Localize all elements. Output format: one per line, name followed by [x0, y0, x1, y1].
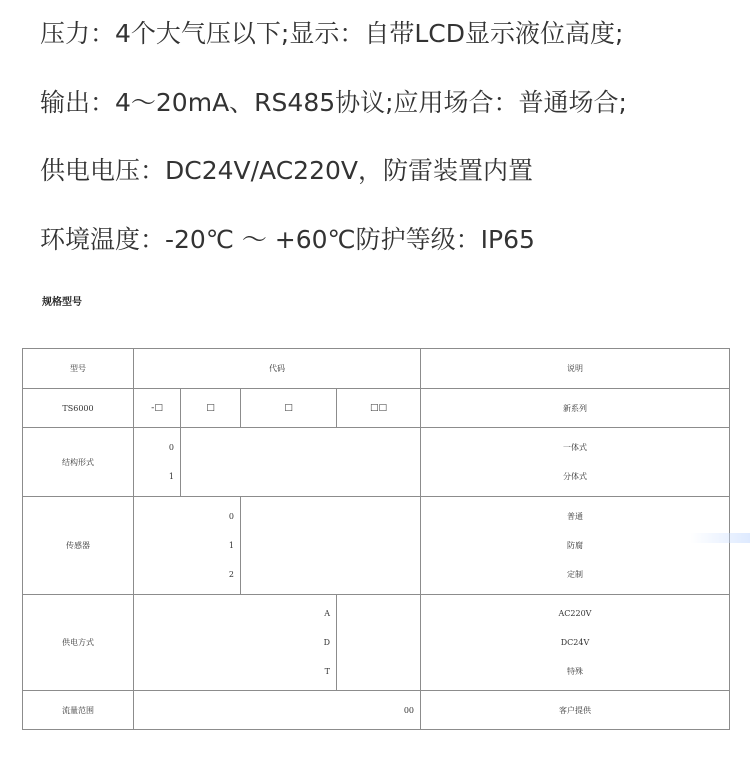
spec-line-power-supply: 供电电压：DC24V/AC220V，防雷装置内置 [40, 156, 533, 185]
code-box-4: □□ [337, 389, 421, 428]
sensor-descs [421, 497, 730, 595]
structure-code: 0 [168, 443, 174, 452]
sensor-desc: 定制 [567, 570, 583, 579]
sensor-desc: 防腐 [567, 541, 583, 550]
range-label: 流量范围 [23, 691, 134, 730]
spec-line-environment: 环境温度：-20℃ ～ +60℃防护等级：IP65 [40, 225, 535, 254]
power-blank [337, 595, 421, 691]
power-code: A [324, 609, 330, 618]
table-row-sensor [23, 497, 730, 595]
range-desc: 客户提供 [421, 691, 730, 730]
power-desc: AC220V [558, 609, 592, 618]
structure-desc: 分体式 [563, 472, 587, 481]
structure-label: 结构形式 [23, 428, 134, 497]
model-cell: TS6000 [23, 389, 134, 428]
code-box-2: □ [181, 389, 241, 428]
table-row-model [23, 389, 730, 428]
code-box-3: □ [241, 389, 337, 428]
header-code: 代码 [134, 349, 421, 389]
spec-line-pressure: 压力：4个大气压以下;显示：自带LCD显示液位高度; [40, 19, 624, 48]
sensor-code: 1 [228, 541, 234, 550]
spec-line-output: 输出：4～20mA、RS485协议;应用场合：普通场合; [40, 88, 627, 117]
range-code: 00 [134, 691, 421, 730]
power-label: 供电方式 [23, 595, 134, 691]
sensor-code: 2 [228, 570, 234, 579]
edge-glow [690, 533, 750, 543]
model-desc: 新系列 [421, 389, 730, 428]
table-row-power [23, 595, 730, 691]
structure-code: 1 [168, 472, 174, 481]
power-code: T [324, 667, 330, 676]
header-desc: 说明 [421, 349, 730, 389]
sensor-blank [241, 497, 421, 595]
structure-desc: 一体式 [563, 443, 587, 452]
sensor-codes [134, 497, 241, 595]
structure-codes [134, 428, 181, 497]
sensor-code: 0 [228, 512, 234, 521]
table-row-range [23, 691, 730, 730]
power-desc: DC24V [560, 638, 590, 647]
table-header-row [23, 349, 730, 389]
power-codes [134, 595, 337, 691]
structure-descs [421, 428, 730, 497]
power-descs [421, 595, 730, 691]
table-row-structure [23, 428, 730, 497]
power-desc: 特殊 [567, 667, 583, 676]
power-code: D [323, 638, 330, 647]
sensor-label: 传感器 [23, 497, 134, 595]
section-title: 规格型号 [42, 297, 82, 308]
code-box-1: -□ [134, 389, 181, 428]
sensor-desc: 普通 [567, 512, 583, 521]
spec-table [22, 348, 730, 730]
header-model: 型号 [23, 349, 134, 389]
structure-blank [181, 428, 421, 497]
